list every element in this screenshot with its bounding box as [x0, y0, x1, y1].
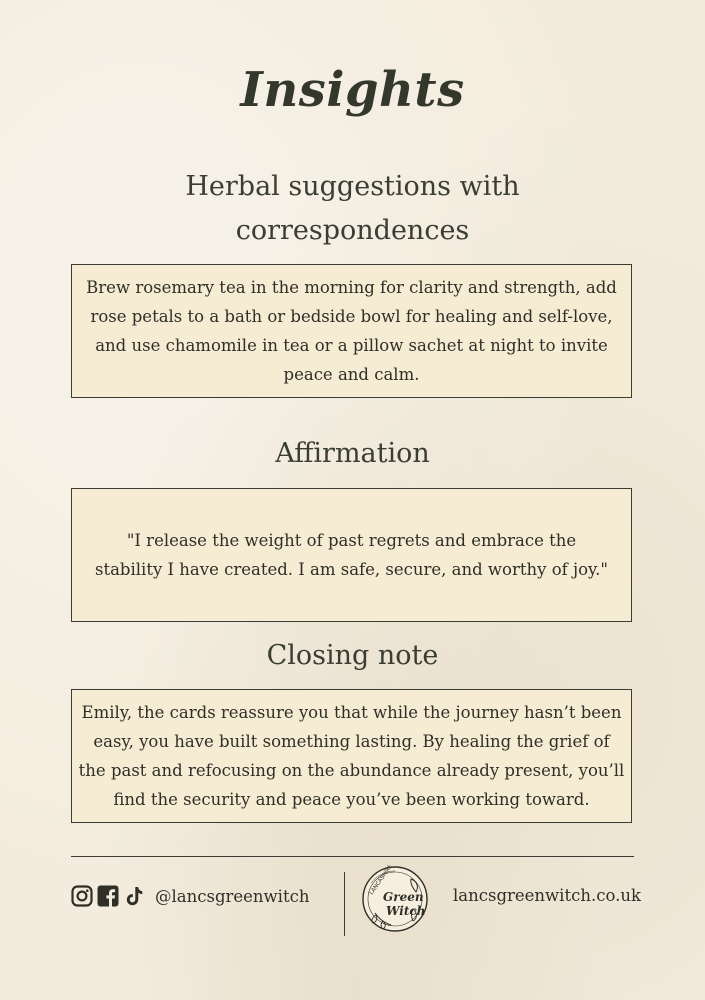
herbal-text: Brew rosemary tea in the morning for clarity and strength, add rose petals to a bath or bedside bowl for healing and self-love, and use chamomile in tea or a pillow sachet at night to invite peace and calm. — [86, 278, 617, 384]
footer-divider — [71, 856, 634, 857]
closing-heading: Closing note — [266, 640, 439, 671]
affirmation-heading: Affirmation — [275, 438, 430, 469]
footer-separator — [344, 872, 345, 936]
social-links — [71, 885, 309, 907]
facebook-icon[interactable] — [97, 885, 119, 907]
affirmation-text: "I release the weight of past regrets and embrace the stability I have created. I am safe, secure, and worthy of joy." — [95, 531, 608, 579]
herbal-box — [71, 264, 632, 398]
tiktok-icon[interactable] — [123, 885, 145, 907]
herbal-heading-line1: Herbal suggestions with — [185, 171, 520, 202]
svg-text:Witch: Witch — [386, 904, 426, 918]
website-link[interactable]: lancsgreenwitch.co.uk — [453, 886, 641, 905]
closing-box — [71, 689, 632, 823]
herbal-heading-line2: correspondences — [235, 215, 470, 246]
svg-text:LANCASHIRE: LANCASHIRE — [368, 865, 394, 897]
instagram-icon[interactable] — [71, 885, 93, 907]
svg-text:Green: Green — [383, 890, 424, 904]
herbal-heading — [0, 165, 705, 253]
brand-logo — [361, 865, 429, 933]
social-handle[interactable]: @lancsgreenwitch — [155, 886, 310, 906]
affirmation-box — [71, 488, 632, 622]
page-title: Insights — [240, 62, 465, 118]
closing-text: Emily, the cards reassure you that while the journey hasn’t been easy, you have built something lasting. By healing the grief of the past and refocusing on the abundance already present, you’ll find the security and peace you’ve been working toward. — [78, 703, 625, 809]
